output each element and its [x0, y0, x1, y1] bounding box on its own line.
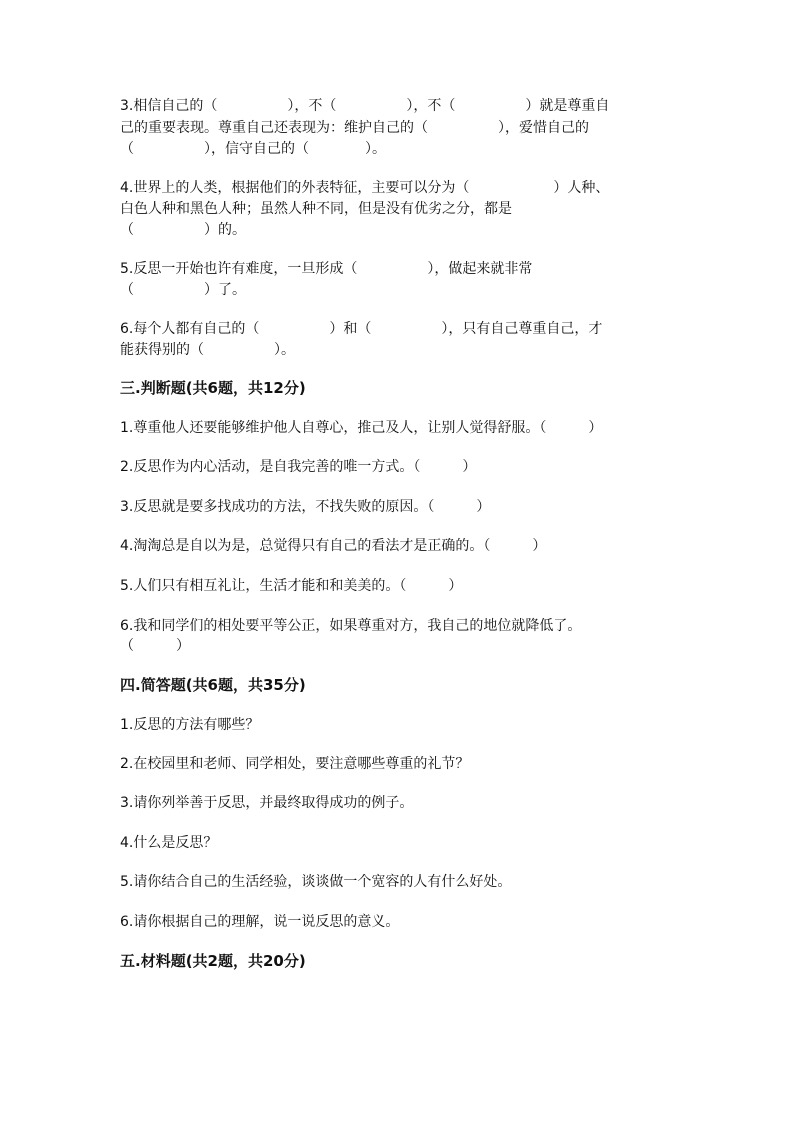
question-5-line-2: （ ）了。 [120, 282, 246, 298]
question-6-line-2: 能获得别的（ ）。 [120, 342, 295, 358]
judge-question-3: 3.反思就是要多找成功的方法，不找失败的原因。（ ） [120, 499, 491, 515]
short-answer-question-5: 5.请你结合自己的生活经验，谈谈做一个宽容的人有什么好处。 [120, 874, 512, 890]
question-3-line-2: 己的重要表现。尊重自己还表现为：维护自己的（ ），爱惜自己的 [120, 120, 589, 136]
question-4-line-1: 4.世界上的人类，根据他们的外表特征，主要可以分为（ ）人种、 [120, 180, 610, 196]
short-answer-question-3: 3.请你列举善于反思，并最终取得成功的例子。 [120, 795, 414, 811]
question-6-line-1: 6.每个人都有自己的（ ）和（ ），只有自己尊重自己，才 [120, 321, 603, 337]
short-answer-question-2: 2.在校园里和老师、同学相处，要注意哪些尊重的礼节？ [120, 756, 470, 772]
judge-question-6-line-2: （ ） [120, 638, 190, 654]
section-3-heading: 三.判断题(共6题，共12分) [120, 379, 306, 397]
judge-question-4: 4.淘淘总是自以为是，总觉得只有自己的看法才是正确的。（ ） [120, 538, 547, 554]
judge-question-5: 5.人们只有相互礼让，生活才能和和美美的。（ ） [120, 578, 463, 594]
judge-question-2: 2.反思作为内心活动，是自我完善的唯一方式。（ ） [120, 459, 477, 475]
section-4-heading: 四.简答题(共6题，共35分) [120, 676, 306, 694]
question-3-line-3: （ ），信守自己的（ ）。 [120, 141, 386, 157]
question-3-line-1: 3.相信自己的（ ），不（ ），不（ ）就是尊重自 [120, 98, 610, 114]
question-4-line-2: 白色人种和黑色人种；虽然人种不同，但是没有优劣之分，都是 [120, 201, 512, 217]
judge-question-1: 1.尊重他人还要能够维护他人自尊心，推己及人，让别人觉得舒服。（ ） [120, 420, 603, 436]
short-answer-question-6: 6.请你根据自己的理解，说一说反思的意义。 [120, 914, 400, 930]
short-answer-question-4: 4.什么是反思？ [120, 835, 218, 851]
question-4-line-3: （ ）的。 [120, 222, 246, 238]
question-5-line-1: 5.反思一开始也许有难度，一旦形成（ ），做起来就非常 [120, 261, 533, 277]
section-5-heading: 五.材料题(共2题，共20分) [120, 952, 306, 970]
judge-question-6-line-1: 6.我和同学们的相处要平等公正，如果尊重对方，我自己的地位就降低了。 [120, 618, 582, 634]
short-answer-question-1: 1.反思的方法有哪些？ [120, 717, 260, 733]
